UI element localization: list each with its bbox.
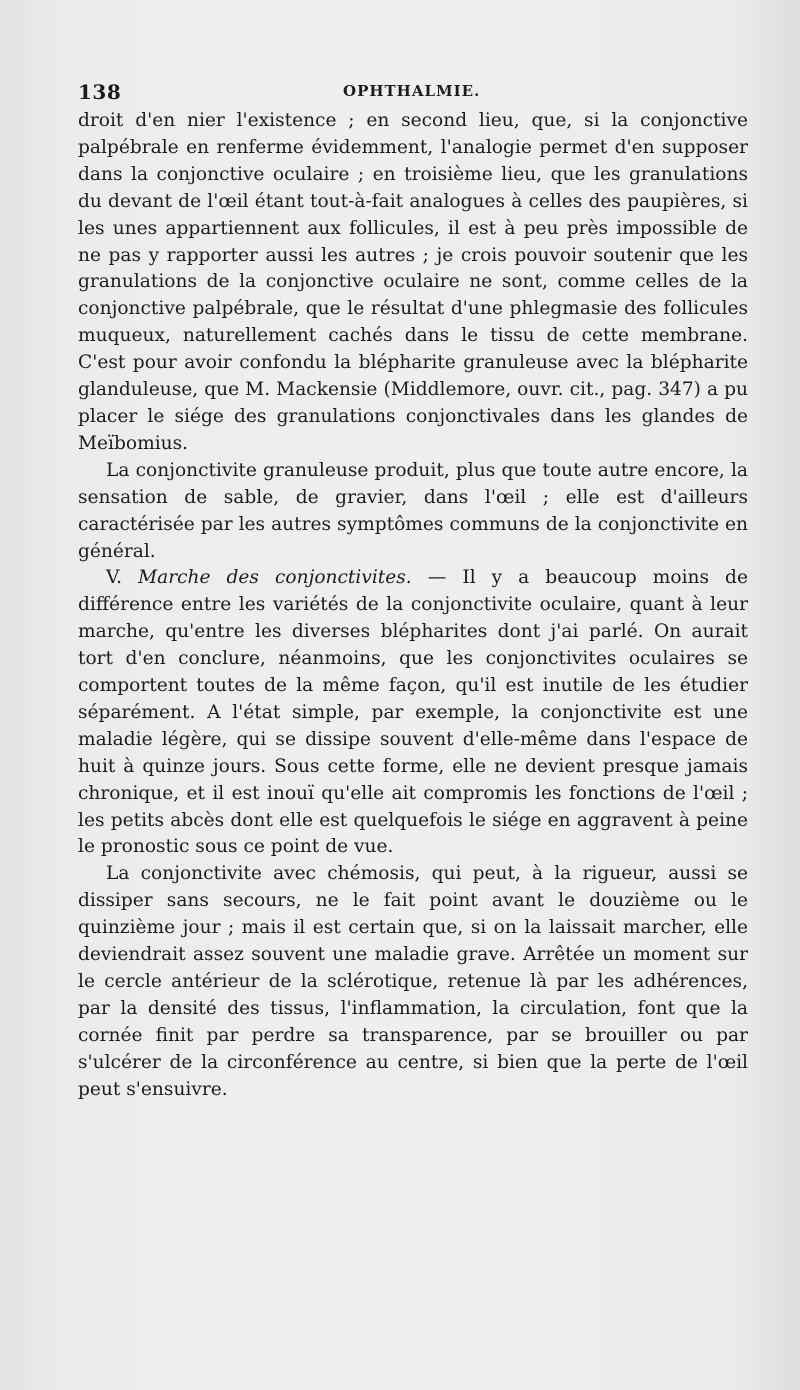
page-number: 138 xyxy=(78,80,122,104)
section-text: Il y a beaucoup moins de différence entre les variétés de la conjonctivite oculaire, quant à leur marche, qu'entre les diverses blépharites dont j'ai parlé. On aurait tort d'en conclure, néanmoins, que les conjonctivites oculaires se comportent toutes de la même façon, qu'il est inutile de les étudier séparément. A l'état simple, par exemple, la conjonctivite est une maladie légère, qui se dissipe souvent d'elle-même dans l'espace de huit à quinze jours. Sous cette forme, elle ne devient presque jamais chronique, et il est inouï qu'elle ait compromis les fonctions de l'œil ; les petits abcès dont elle est quelquefois le siége en aggravent à peine le pronostic sous ce point de vue. xyxy=(78,567,748,858)
section-number: V. xyxy=(106,567,123,589)
section-title: Marche des conjonctivites. xyxy=(138,567,412,589)
page-body xyxy=(78,108,748,1104)
paragraph-chemosis: La conjonctivite avec chémosis, qui peut, à la rigueur, aussi se dissiper sans secours, ne le fait point avant le douzième ou le quinzième jour ; mais il est certain que, si on la laissait marcher, elle deviendrait assez souvent une maladie grave. Arrêtée un moment sur le cercle antérieur de la sclérotique, retenue là par les adhérences, par la densité des tissus, l'inflammation, la circulation, font que la cornée finit par perdre sa transparence, par se brouiller ou par s'ulcérer de la circonférence au centre, si bien que la perte de l'œil peut s'ensuivre. xyxy=(78,863,748,1100)
paragraph-section-v xyxy=(78,565,748,861)
section-dash: — xyxy=(427,567,447,589)
running-title: OPHTHALMIE. xyxy=(343,82,481,100)
page-header xyxy=(78,80,738,106)
paragraph-continued: droit d'en nier l'existence ; en second lieu, que, si la conjonctive palpébrale en renferme évidemment, l'analogie permet d'en supposer dans la conjonctive oculaire ; en troisième lieu, que les granulations du devant de l'œil étant tout-à-fait analogues à celles des paupières, si les unes appartiennent aux follicules, il est à peu près impossible de ne pas y rapporter aussi les autres ; je crois pouvoir soutenir que les granulations de la conjonctive oculaire ne sont, comme celles de la conjonctive palpébrale, que le résultat d'une phlegmasie des follicules muqueux, naturellement cachés dans le tissu de cette membrane. C'est pour avoir confondu la blépharite granuleuse avec la blépharite glanduleuse, que M. Mackensie (Middlemore, ouvr. cit., pag. 347) a pu placer le siége des granulations conjonctivales dans les glandes de Meïbomius. xyxy=(78,110,748,454)
paragraph-granular-conjunctivitis: La conjonctivite granuleuse produit, plus que toute autre encore, la sensation de sable, de gravier, dans l'œil ; elle est d'ailleurs caractérisée par les autres symptômes communs de la conjonctivite en général. xyxy=(78,459,748,562)
